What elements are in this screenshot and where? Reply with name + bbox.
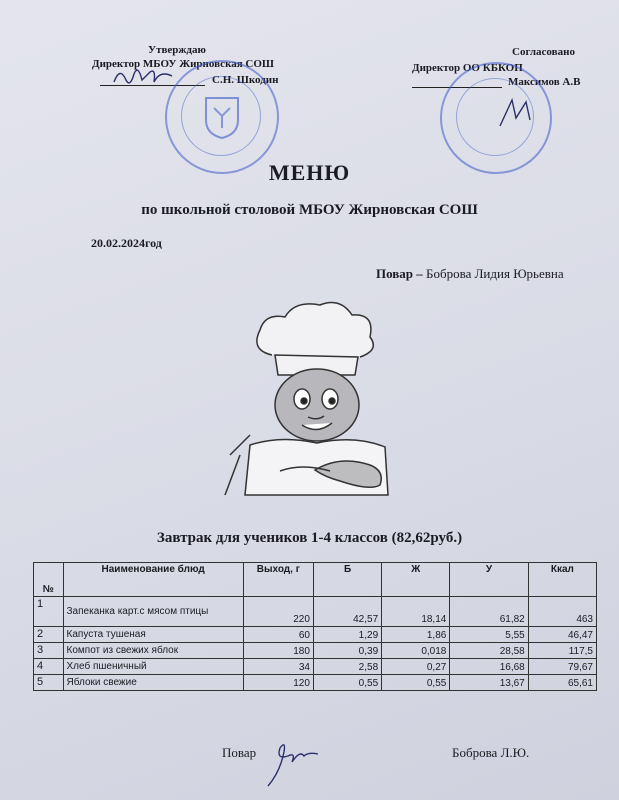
row-proteins: 1,29: [313, 627, 381, 643]
row-dish: Хлеб пшеничный: [63, 659, 243, 675]
row-portion: 180: [243, 643, 313, 659]
row-fats: 0,018: [382, 643, 450, 659]
cook-line: [376, 266, 564, 282]
menu-table: [33, 562, 597, 691]
row-fats: 0,27: [382, 659, 450, 675]
approval-left-position: Директор МБОУ Жирновская СОШ: [92, 58, 275, 70]
row-fats: 1,86: [382, 627, 450, 643]
table-header-row: [34, 563, 597, 597]
table-row: [34, 643, 597, 659]
row-kcal: 46,47: [528, 627, 596, 643]
table-row: [34, 627, 597, 643]
row-carbs: 61,82: [450, 597, 528, 627]
row-portion: 34: [243, 659, 313, 675]
row-kcal: 463: [528, 597, 596, 627]
header-dish-name: Наименование блюд: [63, 563, 243, 597]
row-dish: Капуста тушеная: [63, 627, 243, 643]
row-proteins: 0,39: [313, 643, 381, 659]
right-signature-icon: [496, 96, 536, 130]
header-proteins: Б: [313, 563, 381, 597]
header-number: №: [34, 563, 64, 597]
page-title: МЕНЮ: [268, 160, 351, 185]
chef-illustration-icon: [220, 295, 410, 510]
left-signature-icon: [110, 62, 180, 92]
row-carbs: 16,68: [450, 659, 528, 675]
header-portion: Выход, г: [243, 563, 313, 597]
row-number: 3: [34, 643, 64, 659]
cook-name: Боброва Лидия Юрьевна: [426, 266, 564, 281]
row-kcal: 79,67: [528, 659, 596, 675]
meal-title: Завтрак для учеников 1-4 классов (82,62руб.): [156, 530, 463, 546]
header-carbs: У: [450, 563, 528, 597]
row-dish: Яблоки свежие: [63, 675, 243, 691]
row-proteins: 0,55: [313, 675, 381, 691]
row-portion: 60: [243, 627, 313, 643]
row-proteins: 42,57: [313, 597, 381, 627]
row-carbs: 5,55: [450, 627, 528, 643]
row-dish: Компот из свежих яблок: [63, 643, 243, 659]
approval-right-name: Максимов А.В: [508, 76, 581, 88]
row-fats: 18,14: [382, 597, 450, 627]
table-row: [34, 597, 597, 627]
footer-cook-name: Боброва Л.Ю.: [452, 745, 530, 760]
row-carbs: 28,58: [450, 643, 528, 659]
row-dish: Запеканка карт.с мясом птицы: [63, 597, 243, 627]
row-kcal: 65,61: [528, 675, 596, 691]
row-number: 1: [34, 597, 64, 627]
approval-right-position: Директор ОО КБКОП: [412, 62, 523, 74]
row-fats: 0,55: [382, 675, 450, 691]
footer-signature-icon: [262, 732, 322, 792]
row-number: 5: [34, 675, 64, 691]
row-number: 4: [34, 659, 64, 675]
table-row: [34, 659, 597, 675]
row-carbs: 13,67: [450, 675, 528, 691]
header-fats: Ж: [382, 563, 450, 597]
table-row: [34, 675, 597, 691]
row-kcal: 117,5: [528, 643, 596, 659]
header-kcal: Ккал: [528, 563, 596, 597]
cook-label: Повар –: [376, 266, 423, 281]
left-stamp-icon: [165, 60, 279, 174]
row-proteins: 2,58: [313, 659, 381, 675]
page-subtitle: по школьной столовой МБОУ Жирновская СОШ: [141, 202, 478, 218]
row-number: 2: [34, 627, 64, 643]
approval-right-title: Согласовано: [512, 46, 575, 58]
footer-cook-label: Повар: [222, 745, 257, 760]
approval-left-title: Утверждаю: [148, 44, 206, 56]
row-portion: 220: [243, 597, 313, 627]
menu-date: 20.02.2024год: [91, 236, 162, 250]
row-portion: 120: [243, 675, 313, 691]
approval-left-name: С.Н. Шкодин: [212, 74, 279, 86]
